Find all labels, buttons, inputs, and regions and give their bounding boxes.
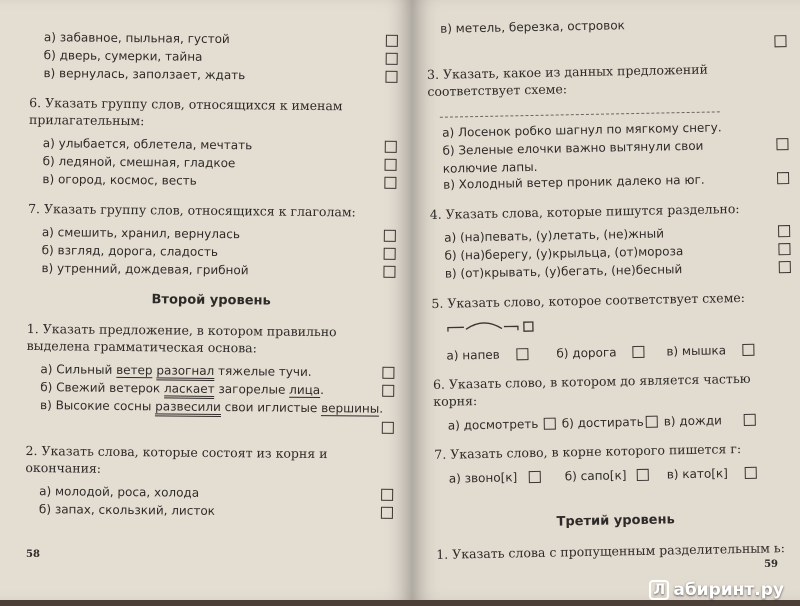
- right-page: [412, 0, 800, 600]
- question-number: 1.: [436, 546, 449, 562]
- option-prefix: в) Высокие сосны: [39, 398, 156, 414]
- task-7-options: [27, 223, 396, 281]
- answer-checkbox[interactable]: [386, 35, 398, 47]
- option-label: а) Лосенок робко шагнул по мягкому снегу.: [442, 120, 722, 140]
- answer-checkbox[interactable]: [646, 416, 658, 428]
- question-number: 2.: [25, 442, 38, 459]
- underlined-subject: ветер: [116, 362, 153, 378]
- level3-task-1-question: [436, 539, 796, 563]
- option-label: б) взгляд, дорога, сладость: [41, 243, 219, 259]
- question-text: Указать группу слов, относящихся к глаголам:: [43, 201, 356, 220]
- question-text: Указать слово, в корне которого пишется г:: [450, 441, 742, 462]
- option-label: б) (на)берегу, (у)крыльца, (от)мороза: [444, 244, 684, 263]
- option-label: б) Зеленые елочки важно вытянули свои колючие лапы.: [442, 138, 704, 176]
- level2-task-1-question: [27, 320, 395, 358]
- question-number: 7.: [434, 446, 447, 462]
- answer-checkbox[interactable]: [382, 367, 394, 379]
- underlined-predicate: разогнал: [156, 363, 214, 381]
- option-label: в) дожди: [663, 413, 723, 429]
- option-prefix: б) Свежий ветерок: [40, 380, 165, 396]
- option-row: [43, 64, 397, 86]
- answer-checkbox[interactable]: [381, 507, 393, 519]
- answer-checkbox[interactable]: [742, 344, 754, 356]
- question-text: Указать слово, в котором до является частью корня:: [433, 370, 751, 409]
- option-row: [440, 13, 787, 54]
- level-heading: Третий уровень: [556, 512, 675, 530]
- option-label: б) достирать: [561, 414, 644, 431]
- morpheme-scheme: [444, 311, 792, 340]
- option-label: в) мышка: [666, 343, 727, 359]
- underlined-predicate: лица: [289, 382, 321, 398]
- task-4-options: [430, 222, 791, 283]
- option-label: а) улыбается, облетела, мечтать: [42, 136, 253, 153]
- question-number: 1.: [26, 320, 39, 337]
- option-label: в) като[к]: [666, 466, 729, 482]
- option-label: а) забавное, пыльная, густой: [43, 30, 230, 47]
- question-text: Указать группу слов, относящихся к именам прилагательным:: [28, 95, 343, 129]
- option-suffix: .: [320, 383, 325, 398]
- level2-task-1-options: [26, 360, 395, 434]
- table-surface: [0, 600, 800, 606]
- left-page-content: [25, 28, 398, 534]
- task-6-options: [28, 134, 397, 192]
- task-6-options: [434, 409, 794, 438]
- answer-checkbox[interactable]: [529, 471, 541, 483]
- option-label: в) (от)крывать, (у)бегать, (не)бесный: [444, 262, 683, 281]
- answer-checkbox[interactable]: [745, 467, 757, 479]
- answer-checkbox[interactable]: [779, 261, 791, 273]
- option-label: в) вернулась, заползает, ждать: [43, 66, 246, 83]
- option-label: а) напев: [446, 347, 500, 363]
- prev-task-option: [426, 13, 787, 54]
- page-number: 58: [26, 549, 40, 560]
- answer-checkbox[interactable]: [544, 418, 556, 430]
- question-number: 3.: [426, 66, 440, 82]
- option-row: [39, 500, 393, 522]
- task-4-question: [430, 199, 790, 223]
- option-prefix: а) Сильный: [40, 362, 117, 377]
- option-row: [40, 396, 394, 434]
- task-7-question: [434, 439, 794, 463]
- answer-checkbox[interactable]: [385, 159, 397, 171]
- page-number: 59: [764, 559, 778, 570]
- option-row: [42, 170, 396, 192]
- option-label: б) дорога: [556, 345, 617, 361]
- right-page-content: [426, 13, 796, 569]
- answer-checkbox[interactable]: [744, 414, 756, 426]
- task-5-options: [432, 339, 792, 368]
- answer-checkbox[interactable]: [381, 489, 393, 501]
- option-label: б) сапо[к]: [564, 468, 627, 484]
- answer-checkbox[interactable]: [385, 71, 397, 83]
- watermark-text: абиринт.ру: [673, 580, 784, 600]
- answer-checkbox[interactable]: [382, 422, 394, 434]
- underlined-subject: ласкает: [164, 381, 215, 399]
- option-label: а) звоно[к]: [448, 470, 518, 486]
- question-number: 5.: [431, 295, 444, 311]
- answer-checkbox[interactable]: [632, 346, 644, 358]
- answer-checkbox[interactable]: [637, 469, 649, 481]
- option-mid: свои иглистые: [220, 400, 322, 416]
- answer-checkbox[interactable]: [384, 248, 396, 260]
- option-label: в) огород, космос, весть: [42, 172, 197, 188]
- answer-checkbox[interactable]: [776, 138, 788, 150]
- task-6-question: [29, 94, 397, 132]
- question-number: 7.: [28, 200, 41, 217]
- task-7-question: [28, 200, 396, 221]
- watermark: [649, 580, 784, 600]
- option-mid: загорелые: [214, 381, 290, 397]
- question-text: Указать слова с пропущенным разделительным ь:: [452, 540, 786, 562]
- option-label: в) утренний, дождевая, грибной: [41, 261, 249, 278]
- answer-checkbox[interactable]: [385, 141, 397, 153]
- option-label: а) досмотреть: [447, 416, 539, 433]
- task-6-question: [433, 369, 794, 410]
- option-suffix: тяжелые тучи.: [214, 363, 312, 379]
- question-number: 4.: [429, 206, 442, 222]
- question-text: Указать слово, которое соответствует схеме:: [447, 289, 746, 311]
- level2-task-2-options: [25, 482, 393, 522]
- answer-checkbox[interactable]: [384, 177, 396, 189]
- task-5-question: [431, 288, 791, 312]
- answer-checkbox[interactable]: [777, 172, 789, 184]
- option-label: б) запах, скользкий, листок: [38, 502, 216, 518]
- labirint-logo-icon: Л: [649, 580, 669, 600]
- answer-checkbox[interactable]: [383, 266, 395, 278]
- option-suffix: .: [379, 401, 384, 416]
- question-text: Указать предложение, в котором правильно выделена грамматическая основа:: [26, 321, 337, 356]
- question-number: 6.: [29, 94, 42, 111]
- option-label: б) дверь, сумерки, тайна: [43, 48, 203, 64]
- answer-checkbox[interactable]: [516, 348, 528, 360]
- task-5-options: [29, 28, 398, 86]
- option-label: а) (на)певать, (у)летать, (не)жный: [444, 226, 665, 245]
- answer-checkbox[interactable]: [384, 230, 396, 242]
- question-number: 6.: [432, 376, 446, 392]
- option-label: а) смешить, хранил, вернулась: [41, 225, 241, 242]
- sentence-scheme: [440, 100, 720, 117]
- answer-checkbox[interactable]: [778, 243, 790, 255]
- option-label: б) ледяной, смешная, гладкое: [42, 154, 236, 171]
- option-row: [41, 259, 395, 281]
- task-3-options: [428, 117, 789, 194]
- question-text: Указать слова, которые состоят из корня и окончания:: [25, 443, 328, 476]
- task-3-question: [427, 59, 788, 100]
- question-text: Указать слова, которые пишутся раздельно:: [445, 201, 740, 222]
- level2-task-2-question: [25, 442, 393, 480]
- option-label: в) Холодный ветер проник далеко на юг.: [443, 172, 705, 192]
- question-text: Указать, какое из данных предложений соответствует схеме:: [427, 61, 708, 99]
- answer-checkbox[interactable]: [778, 225, 790, 237]
- level-heading: Второй уровень: [151, 292, 271, 309]
- option-label: в) метель, березка, островок: [440, 18, 625, 36]
- underlined-subject: развесили: [155, 399, 221, 417]
- answer-checkbox[interactable]: [774, 35, 786, 47]
- answer-checkbox[interactable]: [382, 385, 394, 397]
- underlined-predicate: вершины: [321, 401, 380, 416]
- morpheme-scheme-icon: [444, 316, 544, 338]
- option-label: а) молодой, роса, холода: [39, 484, 200, 500]
- answer-checkbox[interactable]: [386, 53, 398, 65]
- task-7-options: [435, 462, 795, 491]
